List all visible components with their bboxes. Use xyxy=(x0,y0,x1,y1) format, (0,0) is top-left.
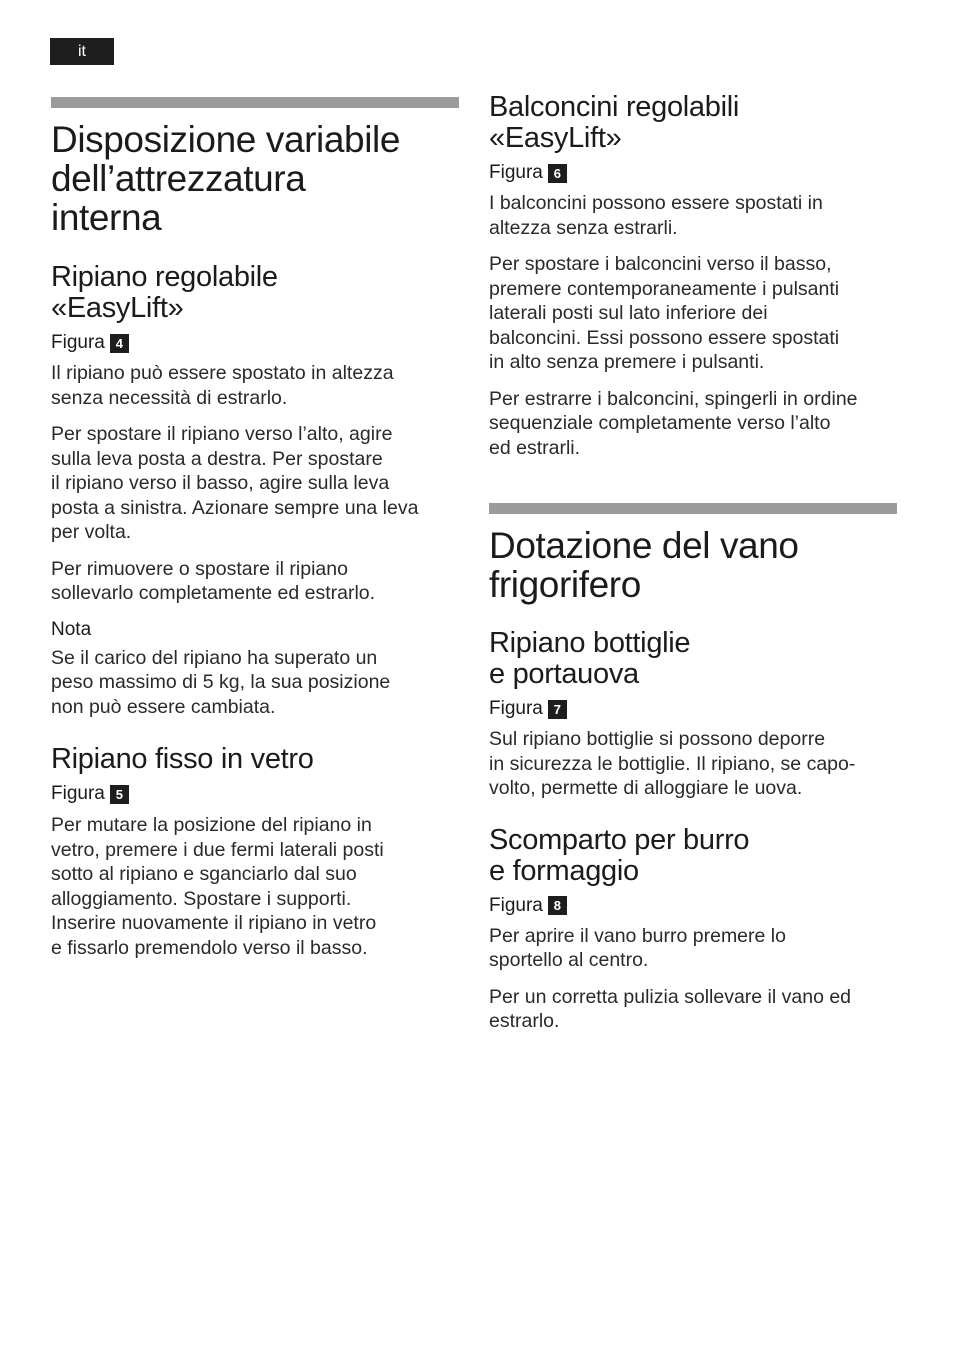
figure-label: Figura xyxy=(489,162,543,183)
right-column xyxy=(489,92,901,1034)
section-rule xyxy=(489,503,897,514)
figure-number-badge: 7 xyxy=(548,700,567,719)
figure-label: Figura xyxy=(489,698,543,719)
paragraph: Il ripiano può essere spostato in altezza senza necessità di estrarlo. xyxy=(51,362,394,409)
note-text: Se il carico del ripiano ha superato un peso massimo di 5 kg, la sua posizione non può essere cambiata. xyxy=(51,646,391,718)
heading-balconcini: Balconcini regolabili «EasyLift» xyxy=(489,91,740,154)
figure-label: Figura xyxy=(51,783,105,804)
paragraph: Per spostare i balconcini verso il basso, premere contemporaneamente i pulsanti laterali posti sul lato inferiore dei balconcini. Essi possono essere spostati in alto senza premere i pulsanti. xyxy=(489,253,840,373)
heading-ripiano-fisso: Ripiano fisso in vetro xyxy=(51,743,314,775)
paragraph: I balconcini possono essere spostati in altezza senza estrarli. xyxy=(489,192,823,239)
language-tab: it xyxy=(50,38,114,65)
main-title-disposizione: Disposizione variabile dell’attrezzatura interna xyxy=(51,119,401,238)
figure-label: Figura xyxy=(51,332,105,353)
figure-reference xyxy=(51,782,463,806)
paragraph: Per spostare il ripiano verso l’alto, agire sulla leva posta a destra. Per spostare il ripiano verso il basso, agire sulla leva posta a sinistra. Azionare sempre una leva per volta. xyxy=(51,423,419,543)
figure-number-badge: 6 xyxy=(548,164,567,183)
heading-scomparto-burro: Scomparto per burro e formaggio xyxy=(489,823,750,887)
paragraph: Per aprire il vano burro premere lo sportello al centro. xyxy=(489,924,786,971)
figure-number-badge: 4 xyxy=(110,334,129,353)
figure-number-badge: 5 xyxy=(110,785,129,804)
paragraph: Per mutare la posizione del ripiano in vetro, premere i due fermi laterali posti sotto al ripiano e sganciarlo dal suo alloggiamento. Spostare i supporti. Inserire nuovamente il ripiano in vetro e fissarlo premendolo verso il basso. xyxy=(51,814,384,959)
paragraph: Per estrarre i balconcini, spingerli in ordine sequenziale completamente verso l’alto ed estrarli. xyxy=(489,387,858,459)
note-label: Nota xyxy=(51,618,92,640)
figure-label: Figura xyxy=(489,894,543,916)
figure-reference xyxy=(51,331,463,355)
heading-ripiano-bottiglie: Ripiano bottiglie e portauova xyxy=(489,627,691,690)
heading-ripiano-regolabile: Ripiano regolabile «EasyLift» xyxy=(51,261,278,324)
paragraph: Per un corretta pulizia sollevare il vano ed estrarlo. xyxy=(489,985,852,1032)
figure-number-badge: 8 xyxy=(548,896,567,915)
figure-reference xyxy=(489,697,901,721)
section-rule xyxy=(51,97,459,108)
figure-reference xyxy=(489,894,901,918)
main-title-dotazione: Dotazione del vano frigorifero xyxy=(489,525,799,605)
left-column xyxy=(51,97,463,960)
paragraph: Sul ripiano bottiglie si possono deporre in sicurezza le bottiglie. Il ripiano, se capo- volto, permette di alloggiare le uova. xyxy=(489,728,856,799)
paragraph: Per rimuovere o spostare il ripiano sollevarlo completamente ed estrarlo. xyxy=(51,557,376,604)
figure-reference xyxy=(489,161,901,185)
